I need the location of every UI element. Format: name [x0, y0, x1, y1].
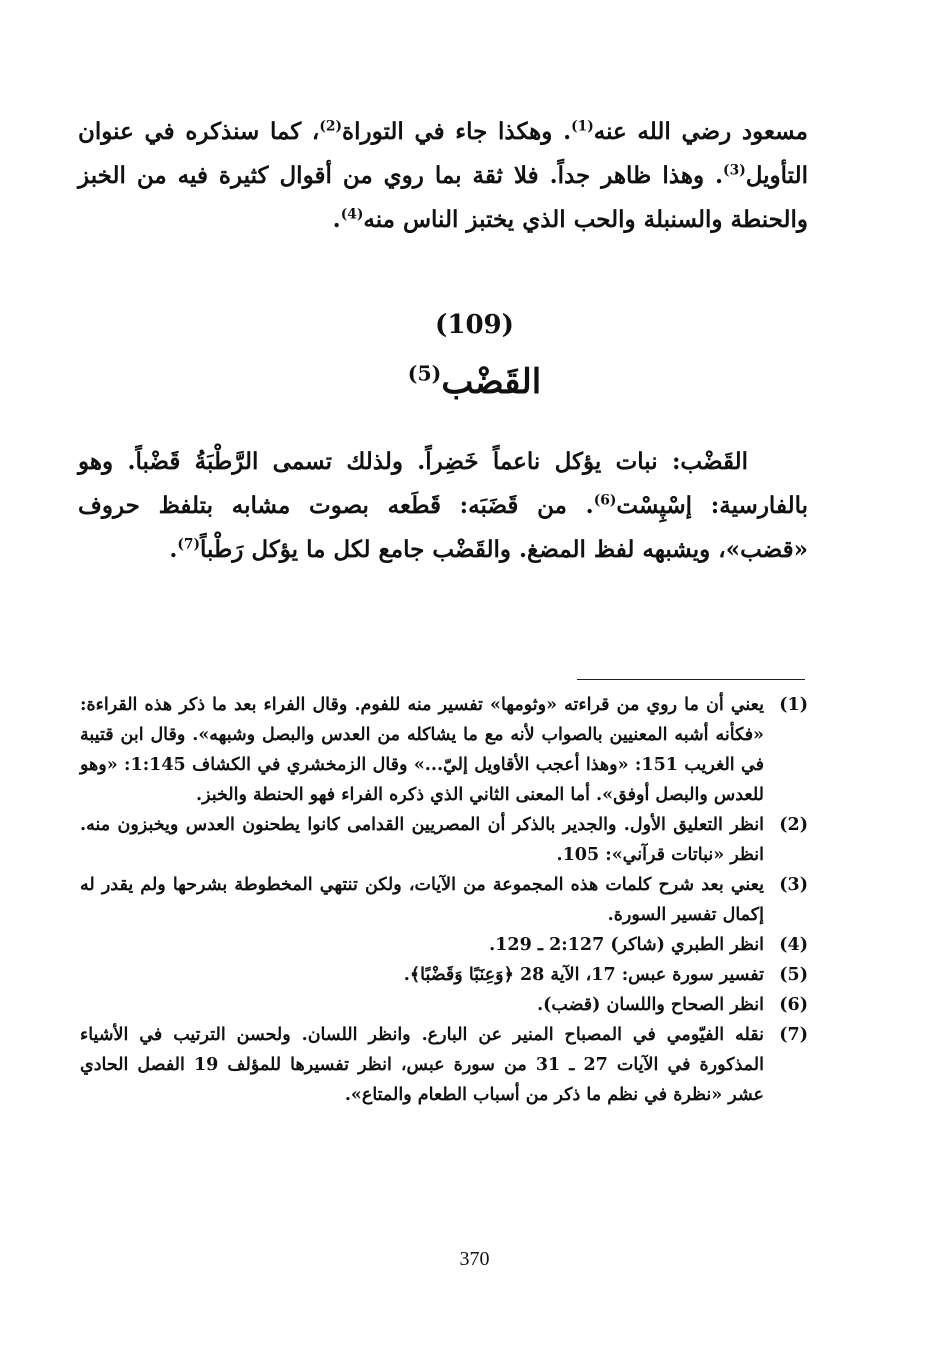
footnote-ref[interactable]: (1) [571, 118, 594, 135]
footnote [80, 810, 808, 870]
footnote-ref[interactable]: (5) [407, 361, 442, 386]
footnote-text: يعني بعد شرح كلمات هذه المجموعة من الآيات، ولكن تنتهي المخطوطة بشرحها ولم يقدر له إكمال تفسير السورة. [80, 875, 764, 925]
footnote-text: انظر التعليق الأول. والجدير بالذكر أن المصريين القدامى كانوا يطحنون العدس ويخبزون منه. انظر «نباتات قرآني»: 105. [80, 815, 764, 865]
footnotes [80, 690, 808, 1110]
footnote-ref[interactable]: (3) [723, 162, 746, 179]
footnote-ref[interactable]: (6) [593, 492, 617, 509]
text-run: ، كما سنذكره في عنوان التأويل [78, 118, 808, 189]
footnote [80, 1020, 808, 1110]
text-run: . من قَضَبَه: قَطَعه بصوت مشابه بتلفظ حروف «قضب»، ويشبهه لفظ المضغ. والقَضْب جامع لكل ما يؤكل رَطْباً [78, 492, 808, 563]
footnote-number: (7) [779, 1025, 808, 1045]
footnote-text: تفسير سورة عبس: 17، الآية 28 ﴿وَعِنَبًا وَقَضْبًا﴾. [403, 965, 764, 985]
footnote-text: انظر الصحاح واللسان (قضب). [537, 995, 764, 1015]
text-run: مسعود رضي الله عنه [593, 118, 808, 145]
footnote-separator [577, 679, 805, 680]
footnote [80, 990, 808, 1020]
section-title-text: القَضْب [441, 362, 542, 402]
footnote [80, 960, 808, 990]
footnote [80, 870, 808, 930]
text-run: . [169, 536, 178, 563]
footnote-number: (4) [779, 935, 808, 955]
text-run: . وهكذا جاء في التوراة [342, 118, 572, 145]
section-number: (109) [435, 310, 514, 340]
footnote-ref[interactable]: (7) [177, 536, 201, 553]
section-title [0, 362, 949, 402]
body-paragraph [78, 440, 808, 572]
footnote-number: (3) [779, 875, 808, 895]
text-run: . [332, 206, 341, 233]
footnote-text: انظر الطبري (شاكر) 2:127 ـ 129. [489, 935, 764, 955]
page-number: 370 [459, 1248, 490, 1270]
footnote-ref[interactable]: (4) [340, 206, 364, 223]
footnote-number: (1) [779, 695, 808, 715]
footnote [80, 690, 808, 810]
text-run: القَضْب: نبات يؤكل ناعماً خَضِراً. ولذلك تسمى الرَّطْبَةُ قَضْباً. وهو بالفارسية: إسْپِسْت [78, 448, 808, 519]
footnote-ref[interactable]: (2) [319, 118, 343, 135]
footnote-number: (5) [779, 965, 808, 985]
text-run: . وهذا ظاهر جداً. فلا ثقة بما روي من أقوال كثيرة فيه من الخبز والحنطة والسنبلة والحب الذي يختبز الناس منه [78, 162, 808, 233]
continued-paragraph [78, 110, 808, 242]
footnote-text: يعني أن ما روي من قراءته «وثومها» تفسير منه للفوم. وقال الفراء بعد ما ذكر هذه القراءة: «فكأنه أشبه المعنيين بالصواب لأنه مع ما يشاكله من العدس والبصل وشبهه». وقال ابن قتيبة في الغريب 151: «وهذا أعجب الأقاويل إليّ...» وقال الزمخشري في الكشاف 1:145: «وهو للعدس والبصل أوفق». أما المعنى الثاني الذي ذكره الفراء فهو الحنطة والخبز. [80, 695, 765, 805]
footnote-number: (2) [779, 815, 808, 835]
footnote [80, 930, 808, 960]
footnote-text: نقله الفيّومي في المصباح المنير عن البارع. وانظر اللسان. ولحسن الترتيب في الأشياء المذكورة في الآيات 27 ـ 31 من سورة عبس، انظر تفسيرها للمؤلف 19 الفصل الحادي عشر «نظرة في نظم ما ذكر من أسباب الطعام والمتاع». [80, 1025, 764, 1105]
footnote-number: (6) [779, 995, 808, 1015]
